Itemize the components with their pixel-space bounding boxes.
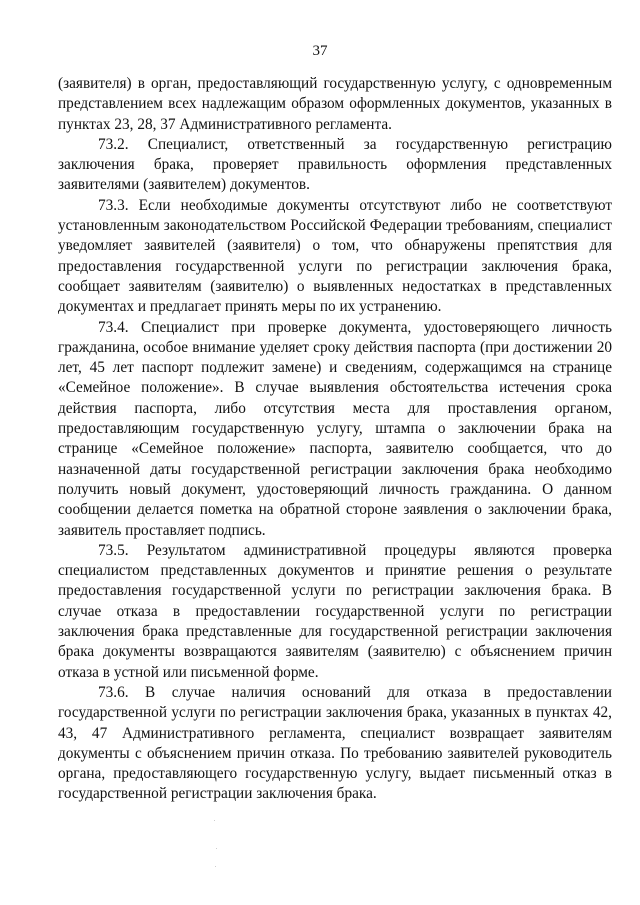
paragraph-continuation: (заявителя) в орган, предоставляющий государственную услугу, с одновременным представлением всех надлежащим образом оформленных документов, указанных в пунктах 23, 28, 37 Административного регламента.	[58, 75, 612, 133]
paragraph-73-6: 73.6. В случае наличия оснований для отказа в предоставлении государственной услуги по регистрации заключения брака, указанных в пунктах 42, 43, 47 Административного регламента, специалист возвращает заявителям документы с объяснением причин отказа. По требованию заявителей руководитель органа, предоставляющего государственную услугу, выдает письменный отказ в государственной регистрации заключения брака.	[58, 683, 612, 803]
scan-speck	[216, 848, 217, 849]
paragraph-73-4: 73.4. Специалист при проверке документа, удостоверяющего личность гражданина, особое внимание уделяет сроку действия паспорта (при достижении 20 лет, 45 лет паспорт подлежит замене) и сведениям, содержащимся на странице «Семейное положение». В случае выявления обстоятельства истечения срока действия паспорта, либо отсутствия места для проставления органом, предоставляющим государственную услугу, штампа о заключении брака на странице «Семейное положение» паспорта, заявителю сообщается, что до назначенной даты государственной регистрации заключения брака необходимо получить новый документ, удостоверяющий личность гражданина. О данном сообщении делается пометка на обратной стороне заявления о заключении брака, заявитель проставляет подпись.	[58, 318, 612, 539]
paragraph-73-5: 73.5. Результатом административной процедуры являются проверка специалистом представленных документов и принятие решения о результате предоставления государственной услуги по регистрации заключения брака. В случае отказа в предоставлении государственной услуги по регистрации заключения брака представленные для государственной регистрации заключения брака документы возвращаются заявителям (заявителю) с объяснением причин отказа в устной или письменной форме.	[58, 541, 612, 681]
paragraph-73-2: 73.2. Специалист, ответственный за государственную регистрацию заключения брака, проверяет правильность оформления представленных заявителями (заявителем) документов.	[58, 135, 612, 194]
paragraph-73-3: 73.3. Если необходимые документы отсутствуют либо не соответствуют установленным законодательством Российской Федерации требованиям, специалист уведомляет заявителей (заявителя) о том, что обнаружены препятствия для предоставления государственной услуги по регистрации заключения брака, сообщает заявителям (заявителю) о выявленных недостатках в представленных документах и предлагает принять меры по их устранению.	[58, 196, 612, 316]
document-body	[58, 74, 612, 805]
page-number: 37	[312, 43, 328, 59]
scan-speck	[214, 820, 215, 821]
scan-speck	[215, 866, 216, 867]
